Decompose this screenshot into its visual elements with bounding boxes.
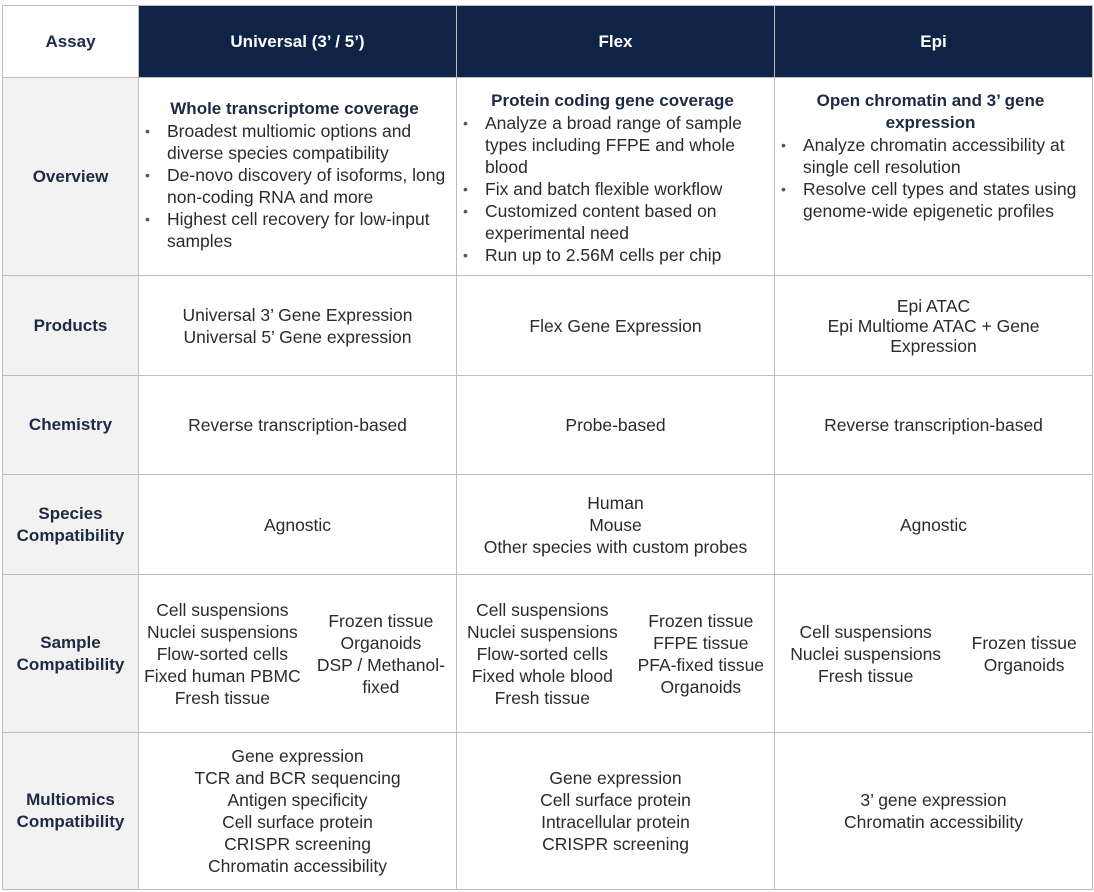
sample-item: Organoids: [340, 632, 422, 653]
multiomics-item: CRISPR screening: [224, 834, 371, 854]
row-label-sample: Sample Compatibility: [3, 575, 139, 733]
sample-item: Fresh tissue: [174, 687, 271, 708]
overview-title: Protein coding gene coverage: [491, 91, 734, 110]
sample-item: Frozen tissue: [648, 610, 754, 631]
sample-item: Cell suspensions: [156, 599, 289, 620]
overview-title: Whole transcriptome coverage: [170, 99, 419, 118]
overview-universal: [139, 78, 457, 276]
sample-item: Frozen tissue: [971, 632, 1077, 653]
list-item: • Highest cell recovery for low-input samples: [143, 208, 446, 252]
sample-item: Organoids: [660, 676, 742, 697]
multiomics-universal: [139, 733, 457, 890]
multiomics-item: Antigen specificity: [227, 790, 368, 810]
list-item: • Analyze a broad range of sample types including FFPE and whole blood: [461, 112, 764, 178]
row-label-products: Products: [3, 276, 139, 376]
sample-item: Fresh tissue: [494, 687, 590, 708]
header-assay: Assay: [3, 6, 139, 78]
products-epi: [775, 276, 1093, 376]
list-item: • Resolve cell types and states using genome-wide epigenetic profiles: [779, 178, 1082, 222]
multiomics-item: Cell surface protein: [222, 812, 373, 832]
species-item: Mouse: [589, 514, 642, 535]
header-flex: Flex: [457, 6, 775, 78]
species-item: Human: [587, 492, 644, 513]
row-label-species: Species Compatibility: [3, 475, 139, 575]
list-item: • Broadest multiomic options and diverse species compatibility: [143, 120, 446, 164]
chemistry-universal: Reverse transcription-based: [139, 376, 457, 475]
sample-item: Nuclei suspensions: [466, 621, 618, 642]
species-item: Other species with custom probes: [483, 536, 748, 557]
chemistry-epi: Reverse transcription-based: [775, 376, 1093, 475]
sample-item: Flow-sorted cells: [156, 643, 289, 664]
species-epi: Agnostic: [775, 475, 1093, 575]
overview-bullets: [143, 120, 446, 252]
multiomics-item: Intracellular protein: [541, 812, 690, 832]
multiomics-item: Chromatin accessibility: [208, 856, 387, 876]
sample-item: Cell suspensions: [799, 621, 932, 642]
list-item: • Run up to 2.56M cells per chip: [461, 244, 764, 266]
chemistry-flex: Probe-based: [457, 376, 775, 475]
multiomics-item: Chromatin accessibility: [844, 812, 1023, 832]
sample-item: Cell suspensions: [476, 599, 609, 620]
sample-item: Nuclei suspensions: [790, 643, 942, 664]
multiomics-item: Gene expression: [231, 746, 364, 766]
product-item: Flex Gene Expression: [529, 315, 702, 336]
products-universal: [139, 276, 457, 376]
row-label-multiomics: Multiomics Compatibility: [3, 733, 139, 890]
product-item: Epi ATAC: [896, 295, 971, 316]
sample-item: Nuclei suspensions: [147, 621, 298, 642]
multiomics-item: Gene expression: [549, 768, 682, 788]
multiomics-item: Cell surface protein: [540, 790, 691, 810]
sample-item: Flow-sorted cells: [476, 643, 608, 664]
species-universal: Agnostic: [139, 475, 457, 575]
multiomics-item: CRISPR screening: [542, 834, 689, 854]
row-label-overview: Overview: [3, 78, 139, 276]
products-flex: [457, 276, 775, 376]
overview-flex: [457, 78, 775, 276]
sample-item: Fixed whole blood: [471, 665, 613, 686]
multiomics-item: TCR and BCR sequencing: [194, 768, 401, 788]
sample-item: PFA-fixed tissue: [637, 654, 765, 675]
overview-bullets: [779, 134, 1082, 222]
sample-item: Frozen tissue: [328, 610, 434, 631]
sample-item: Fresh tissue: [818, 665, 914, 686]
multiomics-flex: [457, 733, 775, 890]
overview-title: Open chromatin and 3’ gene expression: [816, 91, 1045, 132]
sample-universal: [139, 575, 457, 733]
sample-flex: [457, 575, 775, 733]
sample-item: Organoids: [983, 654, 1065, 675]
sample-item: DSP / Methanol-fixed: [316, 654, 445, 697]
product-item: Universal 5’ Gene expression: [183, 326, 412, 347]
assay-comparison-table: [2, 5, 1093, 890]
list-item: • De-novo discovery of isoforms, long non-coding RNA and more: [143, 164, 446, 208]
list-item: • Fix and batch flexible workflow: [461, 178, 764, 200]
sample-item: FFPE tissue: [653, 632, 749, 653]
list-item: • Analyze chromatin accessibility at single cell resolution: [779, 134, 1082, 178]
species-flex: [457, 475, 775, 575]
multiomics-item: 3’ gene expression: [860, 790, 1007, 810]
product-item: Epi Multiome ATAC + Gene Expression: [827, 315, 1040, 356]
sample-epi: [775, 575, 1093, 733]
product-item: Universal 3’ Gene Expression: [182, 304, 413, 325]
sample-item: Fixed human PBMC: [144, 665, 301, 686]
multiomics-epi: [775, 733, 1093, 890]
overview-epi: [775, 78, 1093, 276]
list-item: • Customized content based on experimental need: [461, 200, 764, 244]
row-label-chemistry: Chemistry: [3, 376, 139, 475]
header-universal: Universal (3’ / 5’): [139, 6, 457, 78]
overview-bullets: [461, 112, 764, 266]
header-epi: Epi: [775, 6, 1093, 78]
